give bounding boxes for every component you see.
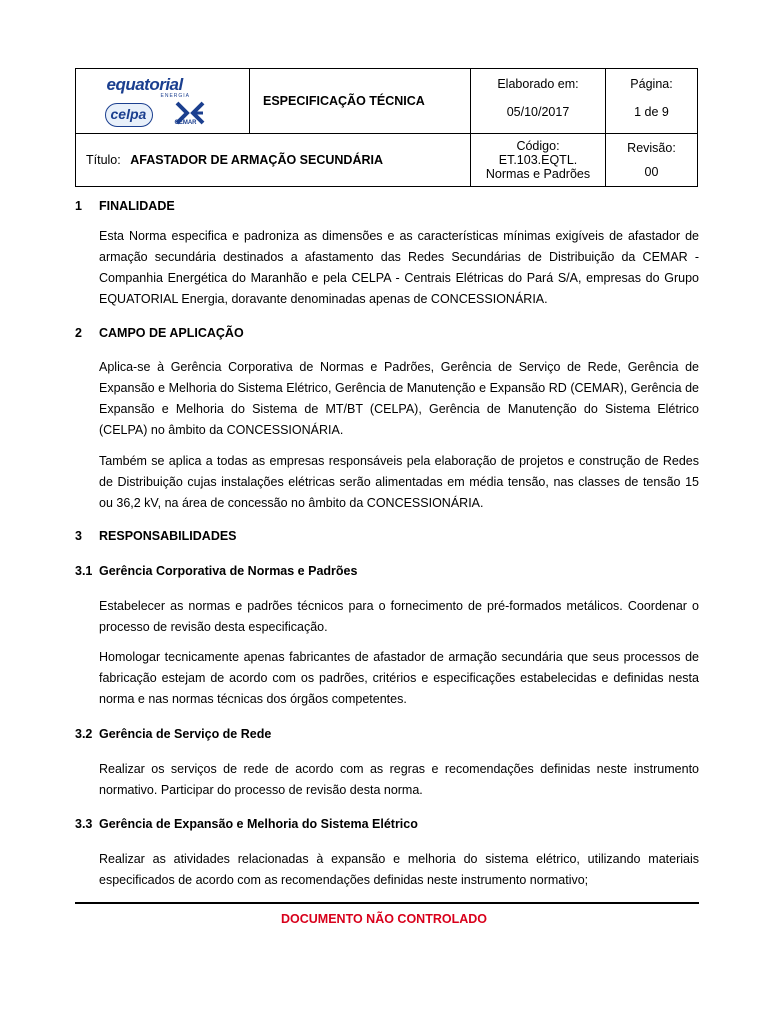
codigo-label: Código:: [516, 139, 560, 153]
section-1-heading: [75, 196, 699, 217]
codigo-value-2: Normas e Padrões: [485, 167, 591, 181]
celpa-text: celpa: [110, 106, 147, 122]
codigo-cell: [471, 134, 606, 187]
subsection-3-3-heading: [75, 814, 699, 835]
footer-divider: [75, 902, 699, 904]
section-title: FINALIDADE: [99, 199, 175, 213]
paragraph: Homologar tecnicamente apenas fabricantes de afastador de armação secundária que seus processos de fabricação estejam de acordo com os padrões, critérios e especificações estabelecidas e definidas nesta norma e nas normas técnicas dos órgãos competentes.: [99, 650, 699, 706]
celpa-logo: [105, 103, 153, 127]
subsection-title: Gerência Corporativa de Normas e Padrões: [99, 564, 358, 578]
elaborado-cell: [471, 69, 606, 134]
revisao-value: 00: [644, 165, 659, 179]
titulo-label: Título:: [86, 153, 121, 167]
section-number: 2: [75, 326, 82, 340]
pagina-cell: [606, 69, 698, 134]
title-cell: [76, 134, 471, 187]
header-table: [75, 68, 698, 187]
logo-brand-sub: ENERGIA: [160, 93, 191, 99]
logo-cell: [76, 69, 250, 134]
footer-notice: DOCUMENTO NÃO CONTROLADO: [280, 912, 487, 926]
logo-brand: equatorial: [106, 75, 183, 94]
subsection-number: 3.2: [75, 727, 93, 741]
paragraph: Realizar as atividades relacionadas à expansão e melhoria do sistema elétrico, utilizando materiais especificados de acordo com as recomendações definidas neste instrumento normativo;: [99, 852, 699, 887]
subsection-3-1-heading: [75, 561, 699, 582]
document-body: [75, 196, 699, 891]
section-number: 3: [75, 529, 82, 543]
codigo-value-1: ET.103.EQTL.: [498, 153, 578, 167]
pagina-value: 1 de 9: [634, 105, 669, 119]
paragraph: Aplica-se à Gerência Corporativa de Normas e Padrões, Gerência de Serviço de Rede, Gerência de Expansão e Melhoria do Sistema Elétrico, Gerência de Manutenção e Expansão RD (CEMAR), Gerência de Expansão e Melhoria do Sistema de MT/BT (CELPA), Gerência de Manutenção do Sistema Elétrico (CELPA) no âmbito da CONCESSIONÁRIA.: [99, 360, 699, 437]
paragraph: Estabelecer as normas e padrões técnicos para o fornecimento de pré-formados metálicos. Coordenar o processo de revisão desta especificação.: [99, 599, 699, 634]
elaborado-label: Elaborado em:: [497, 77, 579, 91]
cemar-text: CEMAR: [174, 120, 197, 126]
subsection-number: 3.3: [75, 817, 93, 831]
revisao-cell: [606, 134, 698, 187]
section-2-heading: [75, 323, 699, 344]
revisao-label: Revisão:: [627, 141, 676, 155]
titulo-value: AFASTADOR DE ARMAÇÃO SECUNDÁRIA: [130, 153, 384, 167]
subsection-number: 3.1: [75, 564, 93, 578]
section-title: RESPONSABILIDADES: [99, 529, 237, 543]
elaborado-value: 05/10/2017: [506, 105, 570, 119]
pagina-label: Página:: [630, 77, 673, 91]
section-3-heading: [75, 526, 699, 547]
company-logo: [103, 73, 223, 129]
section-title: CAMPO DE APLICAÇÃO: [99, 326, 244, 340]
subsection-title: Gerência de Serviço de Rede: [99, 727, 272, 741]
paragraph: Esta Norma especifica e padroniza as dimensões e as características mínimas exigíveis de afastador de armação secundária destinados a afastamento das Redes Secundárias de Distribuição da CEMAR - Companhia Energética do Maranhão e pela CELPA - Centrais Elétricas do Pará S/A, empresas do Grupo EQUATORIAL Energia, doravante denominadas apenas de CONCESSIONÁRIA.: [99, 229, 699, 306]
spec-type: ESPECIFICAÇÃO TÉCNICA: [250, 69, 471, 134]
paragraph: Realizar os serviços de rede de acordo com as regras e recomendações definidas neste instrumento normativo. Participar do processo de revisão desta norma.: [99, 762, 699, 797]
paragraph: Também se aplica a todas as empresas responsáveis pela elaboração de projetos e construção de Redes de Distribuição cujas instalações elétricas serão alimentadas em média tensão, nas classes de tensão 15 ou 36,2 kV, na área de concessão no âmbito da CONCESSIONÁRIA.: [99, 454, 699, 510]
subsection-title: Gerência de Expansão e Melhoria do Sistema Elétrico: [99, 817, 418, 831]
subsection-3-2-heading: [75, 724, 699, 745]
section-number: 1: [75, 199, 82, 213]
